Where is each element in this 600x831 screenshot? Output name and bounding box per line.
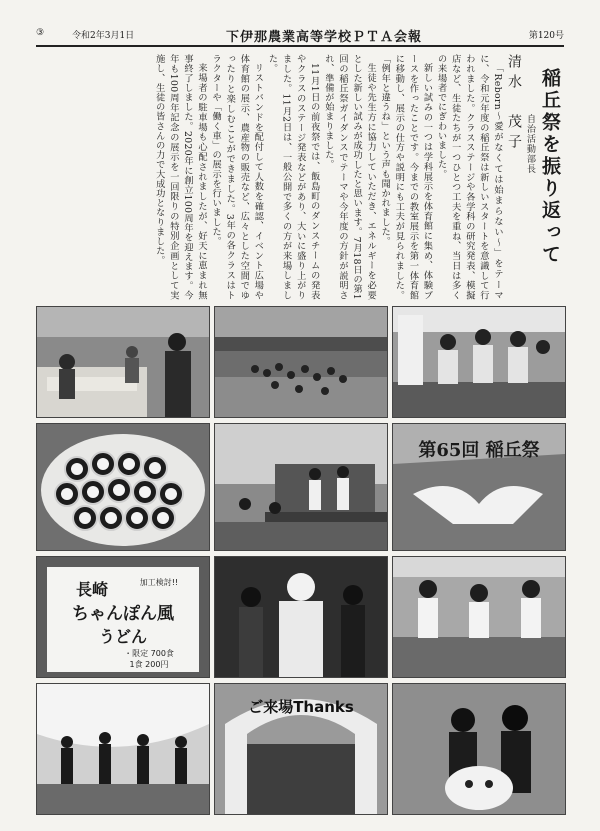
photo-costume-group [214,556,388,678]
paragraph: リストバンドを配付して人数を確認、イベント広場や体育館の展示、農産物の販売など、広々とした空間でゆったりと楽しむことができました。3年の各クラスはトラクターや「働く車」の展示を行いました。 [210,54,264,300]
gate-text: ご来場Thanks [248,698,354,716]
photo-mascot-students [392,683,566,815]
photo-udon-menu-sign [36,556,210,678]
page-number: ③ [36,28,45,38]
photo-dancers [36,683,210,815]
photo-festival-banner [392,423,566,551]
article-body [36,54,504,300]
paragraph: 「Reborn～愛がなくては始まらない～」をテーマに、令和元年度の稲丘祭は新しいスタートを意識して行われました。クラスステージや各学科の研究発表、模擬店など、生徒たちが一つひとつ工夫を重ね、当日は多くの来場者でにぎわいました。 [435,54,503,300]
author-name: 清水 茂子 [506,54,522,154]
sign-line-2: ちゃんぽん風 [72,604,174,624]
paragraph: 11月1日の前夜祭では、飯島町のダンスチームの発表やクラスのステージ発表などがあり、大いに盛り上がりました。11月2日は、一般公開で多くの方が来場しました。 [266,54,320,300]
photo-sushi-rolls [36,423,210,551]
article [36,54,564,300]
author-role: 自治活動部長 [525,114,535,174]
paragraph: 生徒や先生方に協力していただき、エネルギーを必要とした新しい試みが成功したと思います。7月18日の第1回の稲丘祭ガイダンスでテーマや今年度の方針が説明され、準備が始まりました。 [322,54,377,300]
photo-three-students-booth [392,556,566,678]
banner-text: 第65回 稲丘祭 [418,440,540,461]
photo-grid [36,306,564,816]
issue-number: 第120号 [528,31,564,41]
photo-crowd-courtyard [214,306,388,418]
sign-line-4: 加工検討!! [139,578,179,587]
sign-line-5: ・限定 700食 [124,649,174,658]
paragraph: 新しい試みの一つは学科展示を体育館に集め、体験ブースを作ったことです。今までの教室展示を第一体育館に移動し、展示の仕方や説明にも工夫が見られました。「例年と違うね」という声も聞かれました。 [379,54,433,300]
header-rule [36,45,564,47]
sign-line-3: うどん [98,627,148,646]
photo-stage-band [214,423,388,551]
photo-exhibition-hall [36,306,210,418]
article-heading [506,54,564,300]
article-title: 稲丘祭を振り返って [539,68,561,266]
sign-line-6: 1食 200円 [129,660,169,669]
photo-thanks-gate [214,683,388,815]
paragraph: 来場者の駐車場も心配されましたが、好天に恵まれ無事終了しました。2020年に創立100周年を迎えます。今年も100周年記念の展示を一回限りの特別企画として実施し、生徒の皆さんの力で大成功となりました。 [153,54,208,300]
sign-line-1: 長崎 [75,580,109,599]
page-header [36,26,564,44]
photo-students-booth [392,306,566,418]
issue-date: 令和2年3月1日 [72,31,135,41]
newsletter-title: 下伊那農業高等学校ＰＴＡ会報 [226,30,423,45]
